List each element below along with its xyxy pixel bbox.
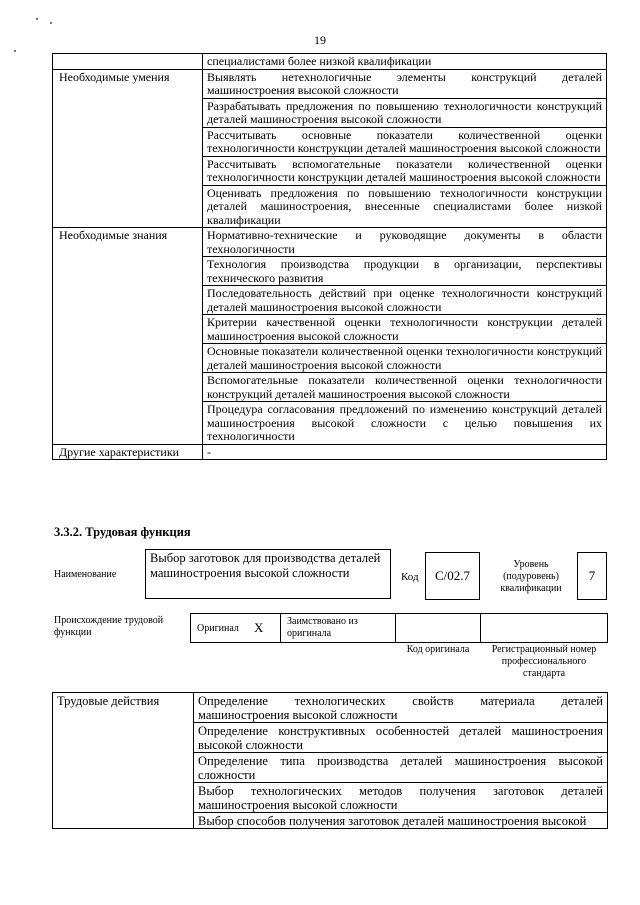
table-row xyxy=(53,54,607,70)
page-number: 19 xyxy=(314,33,326,47)
table-cell-empty xyxy=(53,54,203,70)
original-mark: X xyxy=(254,620,264,635)
group-label-knowledge: Необходимые знания xyxy=(53,228,203,445)
origin-label: Происхождение трудовой функции xyxy=(54,615,164,638)
skills-knowledge-table xyxy=(52,53,607,460)
labor-action-item: Определение технологических свойств материала деталей машиностроения высокой сложности xyxy=(194,693,608,723)
knowledge-item: Последовательность действий при оценке технологичности конструкций деталей машиностроения высокой сложности xyxy=(203,286,607,315)
skill-item: Рассчитывать вспомогательные показатели количественной оценки технологичности конструкции деталей машиностроения высокой сложности xyxy=(203,156,607,185)
knowledge-item: Технология производства продукции в организации, перспективы технического развития xyxy=(203,257,607,286)
original-label: Оригинал xyxy=(197,623,239,634)
level-label: Уровень (подуровень) квалификации xyxy=(500,559,562,594)
code-box xyxy=(425,552,480,600)
scan-speck xyxy=(14,50,16,52)
knowledge-item: Нормативно-технические и руководящие документы в области технологичности xyxy=(203,228,607,257)
table-row xyxy=(53,693,608,723)
skill-item: Оценивать предложения по повышению технологичности конструкции деталей машиностроения, внесенные специалистами более низкой квалификации xyxy=(203,185,607,228)
labor-actions-table xyxy=(52,692,608,829)
labor-action-item: Определение типа производства деталей машиностроения высокой сложности xyxy=(194,753,608,783)
knowledge-item: Процедура согласования предложений по изменению конструкций деталей машиностроения высокой сложности с целью повышения их технологичности xyxy=(203,402,607,445)
knowledge-item: Критерии качественной оценки технологичности конструкции деталей машиностроения высокой сложности xyxy=(203,315,607,344)
scan-speck xyxy=(36,18,38,20)
labor-action-item: Определение конструктивных особенностей деталей машиностроения высокой сложности xyxy=(194,723,608,753)
knowledge-item: Основные показатели количественной оценки технологичности конструкций деталей машиностроения высокой сложности xyxy=(203,344,607,373)
scan-speck xyxy=(50,22,52,24)
section-heading: 3.3.2. Трудовая функция xyxy=(54,525,191,539)
function-name-box xyxy=(145,549,391,599)
reg-number-box xyxy=(480,613,608,643)
other-characteristics-value: - xyxy=(203,444,607,460)
table-cell: специалистами более низкой квалификации xyxy=(203,54,607,70)
table-row xyxy=(53,228,607,257)
group-label-skills: Необходимые умения xyxy=(53,69,203,228)
name-label: Наименование xyxy=(54,569,117,580)
orig-code-box xyxy=(395,613,481,643)
original-box xyxy=(190,613,281,643)
code-value: C/02.7 xyxy=(434,568,471,583)
knowledge-item: Вспомогательные показатели количественной оценки технологичности конструкций деталей машиностроения высокой сложности xyxy=(203,373,607,402)
reg-number-label: Регистрационный номер профессионального стандарта xyxy=(491,644,597,679)
level-value: 7 xyxy=(588,568,596,583)
borrowed-label: Заимствовано из оригинала xyxy=(287,616,358,639)
table-row xyxy=(53,69,607,98)
labor-action-item: Выбор способов получения заготовок деталей машиностроения высокой xyxy=(194,813,608,829)
code-label: Код xyxy=(401,571,419,583)
borrowed-box xyxy=(280,613,396,643)
labor-actions-label: Трудовые действия xyxy=(53,693,194,829)
skill-item: Разрабатывать предложения по повышению технологичности конструкций деталей машиностроения высокой сложности xyxy=(203,98,607,127)
table-row xyxy=(53,444,607,460)
skill-item: Выявлять нетехнологичные элементы конструкций деталей машиностроения высокой сложности xyxy=(203,69,607,98)
function-name-value: Выбор заготовок для производства деталей машиностроения высокой сложности xyxy=(150,551,381,580)
orig-code-label: Код оригинала xyxy=(406,644,470,655)
other-characteristics-label: Другие характеристики xyxy=(53,444,203,460)
skill-item: Рассчитывать основные показатели количественной оценки технологичности конструкции деталей машиностроения высокой сложности xyxy=(203,127,607,156)
labor-action-item: Выбор технологических методов получения заготовок деталей машиностроения высокой сложности xyxy=(194,783,608,813)
level-box xyxy=(577,552,607,600)
